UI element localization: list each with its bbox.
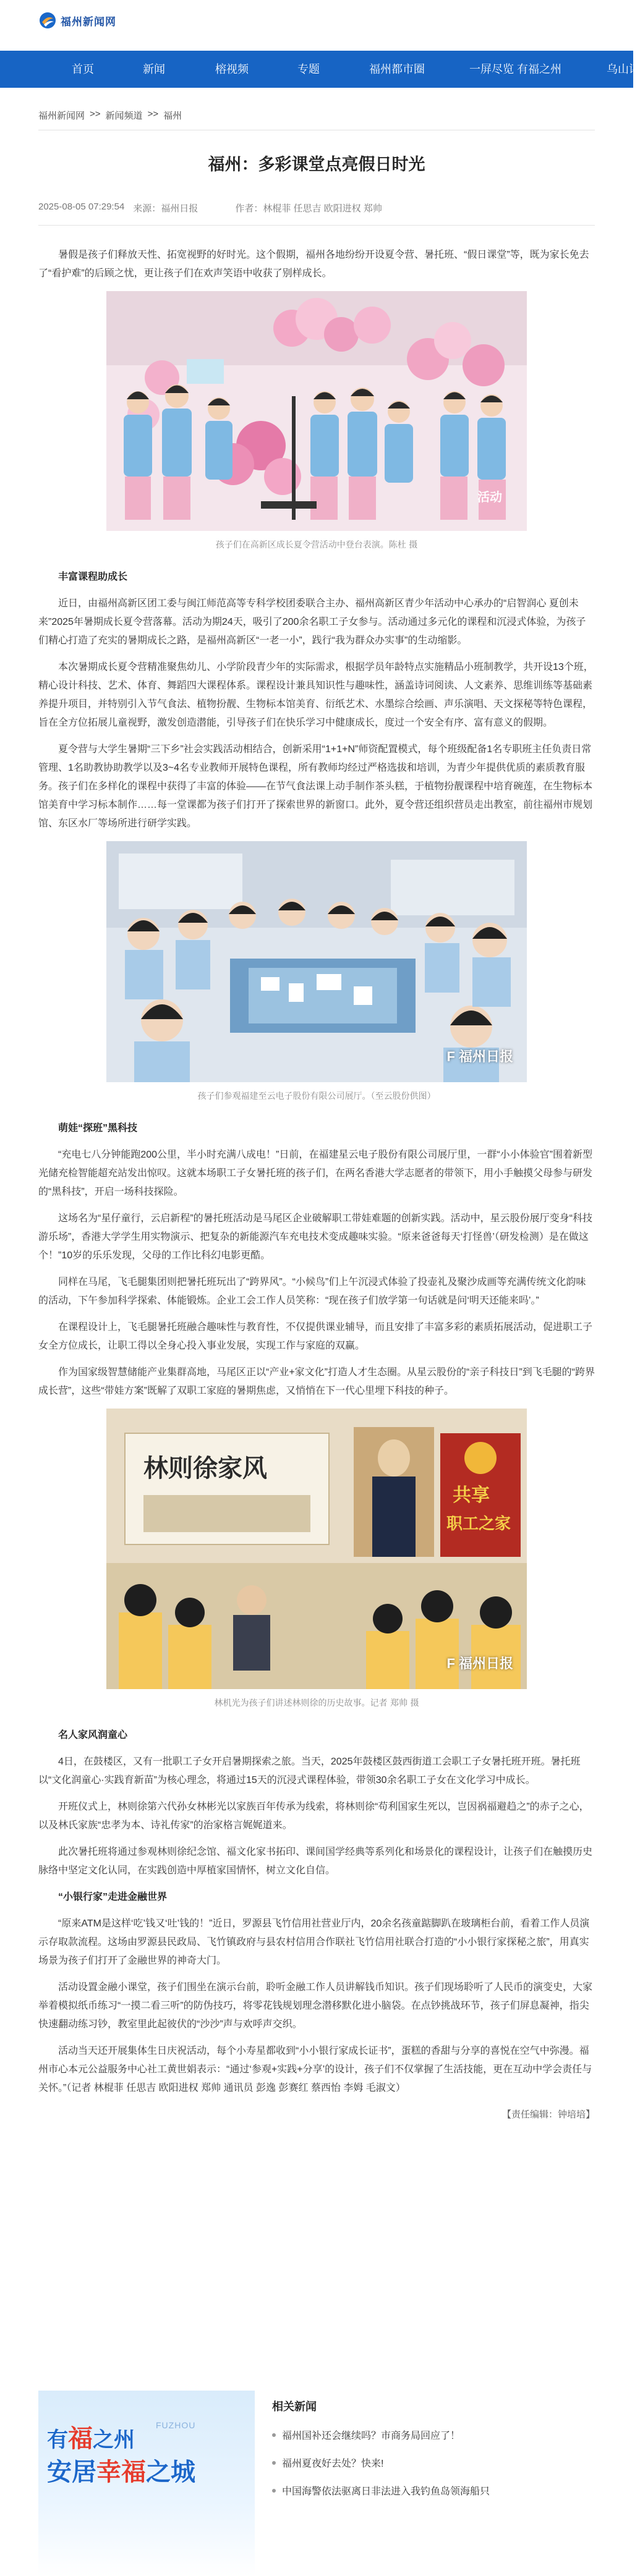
paragraph: 4日，在鼓楼区，又有一批职工子女开启暑期探索之旅。当天，2025年鼓楼区鼓西街道工会职工子女暑托班开班。暑托班以“文化润童心·实践育新苗”为核心理念，将通过15天的沉浸式课程体验，带领30余名职工子女在文化学习中成长。 [38, 1756, 581, 1786]
section-heading: “小银行家”走进金融世界 [58, 1892, 168, 1902]
related-news-item[interactable]: 中国海警依法驱离日非法进入我钓鱼岛领海船只 [272, 2483, 594, 2498]
section-heading: 萌娃“探班”黑科技 [58, 1123, 138, 1133]
related-news-title: 相关新闻 [272, 2400, 317, 2413]
article-source: 来源：福州日报 [133, 203, 198, 214]
nav-item-home[interactable]: 首页 [72, 63, 94, 75]
breadcrumb-separator: >> [147, 109, 159, 119]
paragraph: 在课程设计上，飞毛腿暑托班融合趣味性与教育性，不仅提供课业辅导，而且安排了丰富多彩的素质拓展活动，促进职工子女全方位成长，让职工得以全身心投入事业发展，实现工作与家庭的双赢。 [38, 1322, 593, 1351]
promo-headline: 有福之州 [47, 2424, 135, 2453]
paragraph: 开班仪式上，林则徐第六代孙女林彬光以家族百年传承为线索，将林则徐“苟利国家生死以，岂因祸福避趋之”的赤子之心，以及林氏家族“忠孝为本、诗礼传家”的治家格言娓娓道来。 [38, 1802, 589, 1831]
bullet-icon [272, 2489, 276, 2493]
publish-date: 2025-08-05 07:29:54 [38, 201, 125, 212]
section-heading: 丰富课程助成长 [58, 572, 128, 582]
breadcrumb-fuzhou[interactable]: 福州 [163, 111, 182, 121]
top-header [0, 0, 633, 51]
bullet-icon [272, 2461, 276, 2465]
photo-watermark: F 福州日报 [446, 1656, 513, 1671]
site-logo[interactable] [38, 11, 116, 30]
paragraph: 暑假是孩子们释放天性、拓宽视野的好时光。这个假期，福州各地纷纷开设夏令营、暑托班、“假日课堂”等，既为家长免去了“看护难”的后顾之忧，更让孩子们在欢声笑语中收获了别样成长。 [38, 250, 589, 279]
figure-caption: 林机光为孩子们讲述林则徐的历史故事。记者 郑帅 摄 [214, 1698, 419, 1708]
breadcrumb-home[interactable]: 福州新闻网 [38, 111, 85, 121]
promo-subheadline: 安居幸福之城 [47, 2457, 195, 2486]
svg-text:活动: 活动 [477, 489, 502, 504]
figure-caption: 孩子们在高新区成长夏令营活动中登台表演。陈杜 摄 [215, 540, 418, 550]
promo-english: FUZHOU [156, 2420, 196, 2430]
logo-icon [38, 11, 57, 30]
logo-text: 福州新闻网 [61, 15, 116, 28]
photo-kids-performance [106, 291, 527, 531]
paragraph: 这场名为“星仔童行，云启新程”的暑托班活动是马尾区企业破解职工带娃难题的创新实践。活动中，星云股份展厅变身“科技游乐场”，香港大学学生用实物演示、把复杂的新能源汽车充电技术变成趣味实验。“原来爸爸每天‘打怪兽’（研发检测）是在做这个！”10岁的乐乐发现，父母的工作比科幻电影更酷。 [38, 1213, 592, 1261]
paragraph: 本次暑期成长夏令营精准聚焦幼儿、小学阶段青少年的实际需求，根据学员年龄特点实施精品小班制教学，共开设13个班，精心设计科技、艺术、体育、舞蹈四大课程体系。课程设计兼具知识性与趣味性，涵盖诗词阅读、人文素养、思维训练等基础素养提升项目，并特别引入节气食法、植物扮靓、生物标本馆美育、衍纸艺术、水墨综合绘画、声乐演唱、天文探秘等特色课程，旨在全方位拓展儿童视野，激发创造潜能，引导孩子们在快乐学习中健康成长，度过一个安全有序、富有意义的假期。 [38, 662, 594, 728]
article-author: 作者：林棍菲 任思吉 欧阳进权 郑帅 [235, 203, 382, 214]
related-news-item[interactable]: 福州国补还会继续吗？市商务局回应了！ [272, 2428, 594, 2442]
article-title: 福州：多彩课堂点亮假日时光 [208, 155, 425, 174]
nav-item-overview[interactable]: 一屏尽览 有福之州 [469, 63, 562, 75]
svg-text:职工之家: 职工之家 [446, 1515, 511, 1533]
breadcrumb-news[interactable]: 新闻频道 [105, 111, 143, 121]
nav-item-metro[interactable]: 福州都市圈 [369, 63, 425, 75]
paragraph: “原来ATM是这样‘吃’钱又‘吐’钱的！”近日，罗源县飞竹信用社营业厅内，20余名孩童踮脚趴在玻璃柜台前，看着工作人员演示存取款流程。这场由罗源县民政局、飞竹镇政府与县农村信用合作联社飞竹信用社联合打造的“小小银行家探秘之旅”，用真实场景为孩子们打开了金融世界的神奇大门。 [38, 1918, 590, 1966]
paragraph: 作为国家级智慧储能产业集群高地，马尾区正以“产业+家文化”打造人才生态圈。从星云股份的“亲子科技日”到飞毛腿的“跨界成长营”，这些“带娃方案”既解了双职工家庭的暑期焦虑，又悄悄在下一代心里埋下科技的种子。 [38, 1367, 595, 1396]
nav-item-video[interactable]: 榕视频 [215, 63, 249, 75]
figure-1 [106, 291, 527, 554]
paragraph: 近日，由福州高新区团工委与闽江师范高等专科学校团委联合主办、福州高新区青少年活动中心承办的“启智润心 夏创未来”2025年暑期成长夏令营落幕。活动为期24天，吸引了200余名职工子女参与。活动通过多元化的课程和沉浸式体验，为孩子们精心打造了充实的暑期成长之路，是福州高新区“一老一小”，践行“我为群众办实事”的生动缩影。 [38, 598, 586, 646]
svg-text:共享: 共享 [453, 1485, 490, 1506]
responsible-editor: 【责任编辑：钟培培】 [501, 2109, 595, 2120]
breadcrumb-separator: >> [90, 109, 101, 119]
bullet-icon [272, 2433, 276, 2437]
photo-kids-exhibition [106, 841, 527, 1082]
photo-heritage-lecture [106, 1409, 527, 1689]
photo-watermark: F 福州日报 [446, 1049, 513, 1064]
article-body [38, 246, 595, 2124]
paragraph: 此次暑托班将通过参观林则徐纪念馆、福文化家书拓印、课间国学经典等系列化和场景化的课程设计，让孩子们在触摸历史脉络中坚定文化认同，在实践创造中厚植家国情怀，树立文化自信。 [38, 1847, 593, 1876]
related-news-item[interactable]: 福州夏夜好去处？快来! [272, 2455, 594, 2470]
main-nav [0, 51, 640, 88]
nav-item-news[interactable]: 新闻 [143, 63, 165, 75]
paragraph: 活动设置金融小课堂，孩子们围坐在演示台前，聆听金融工作人员讲解钱币知识。孩子们现场聆听了人民币的演变史，大家举着模拟纸币练习“一摸二看三听”的防伪技巧，将零花钱规划理念潜移默化进小脑袋。在点钞挑战环节，孩子们屏息凝神，指尖快速翻动练习钞，教室里此起彼伏的“沙沙”声与欢呼声交织。 [38, 1982, 593, 2030]
paragraph: “充电七八分钟能跑200公里，半小时充满八成电！”日前，在福建星云电子股份有限公司展厅里，一群“小小体验官”围着新型光储充检智能超充站发出惊叹。这就本场职工子女暑托班的孩子们，在两名香港大学志愿者的带领下，用小手触摸父母参与研发的“黑科技”，开启一场科技探险。 [38, 1150, 593, 1197]
paragraph: 同样在马尾，飞毛腿集团则把暑托班玩出了“跨界风”。“小候鸟”们上午沉浸式体验了投壶礼及聚沙成画等充满传统文化韵味的活动，下午参加科学探索、体能锻炼。企业工会工作人员笑称：“现在孩子们放学第一句话就是问‘明天还能来吗’。” [38, 1277, 586, 1306]
svg-text:林则徐家风: 林则徐家风 [143, 1454, 267, 1483]
nav-item-wushan[interactable]: 乌山评 [607, 63, 640, 75]
figure-caption: 孩子们参观福建至云电子股份有限公司展厅。（至云股份供图） [197, 1091, 436, 1101]
related-news [272, 2398, 594, 2511]
paragraph: 夏令营与大学生暑期“三下乡”社会实践活动相结合，创新采用“1+1+N”师资配置模式，每个班级配备1名专职班主任负责日常管理、1名助教协助教学以及3~4名专业教师开展特色课程，所有教师均经过严格选拔和培训，为青少年提供优质的素质教育服务。孩子们在多样化的课程中获得了丰富的体验——在节气食法课上动手制作茶头糕，于植物扮靓课程中培育碗莲，在生物标本馆美育中学习标本制作……每一堂课都为孩子们打开了探索世界的新窗口。此外，夏令营还组织营员走出教室，前往福州市规划馆、东区水厂等场所进行研学实践。 [38, 744, 593, 829]
figure-3 [106, 1409, 527, 1713]
figure-2 [106, 841, 527, 1106]
nav-item-topics[interactable]: 专题 [297, 63, 320, 75]
meta-divider [38, 225, 595, 226]
breadcrumb [38, 109, 182, 122]
paragraph: 活动当天还开展集体生日庆祝活动，每个小寿星都收到“小小银行家成长证书”，蛋糕的香甜与分享的喜悦在空气中弥漫。福州市心本元公益服务中心社工黄世娟表示：“通过‘参观+实践+分享’的设计，孩子们不仅掌握了生活技能，更在互动中学会责任与关怀。”（记者 林棍菲 任思吉 欧阳进权 郑帅 通讯员 彭逸 彭赛红 蔡西怡 李姆 毛淑文） [38, 2046, 592, 2093]
section-heading: 名人家风润童心 [58, 1730, 128, 1740]
promo-banner[interactable] [38, 2391, 255, 2576]
article-meta [38, 201, 382, 214]
